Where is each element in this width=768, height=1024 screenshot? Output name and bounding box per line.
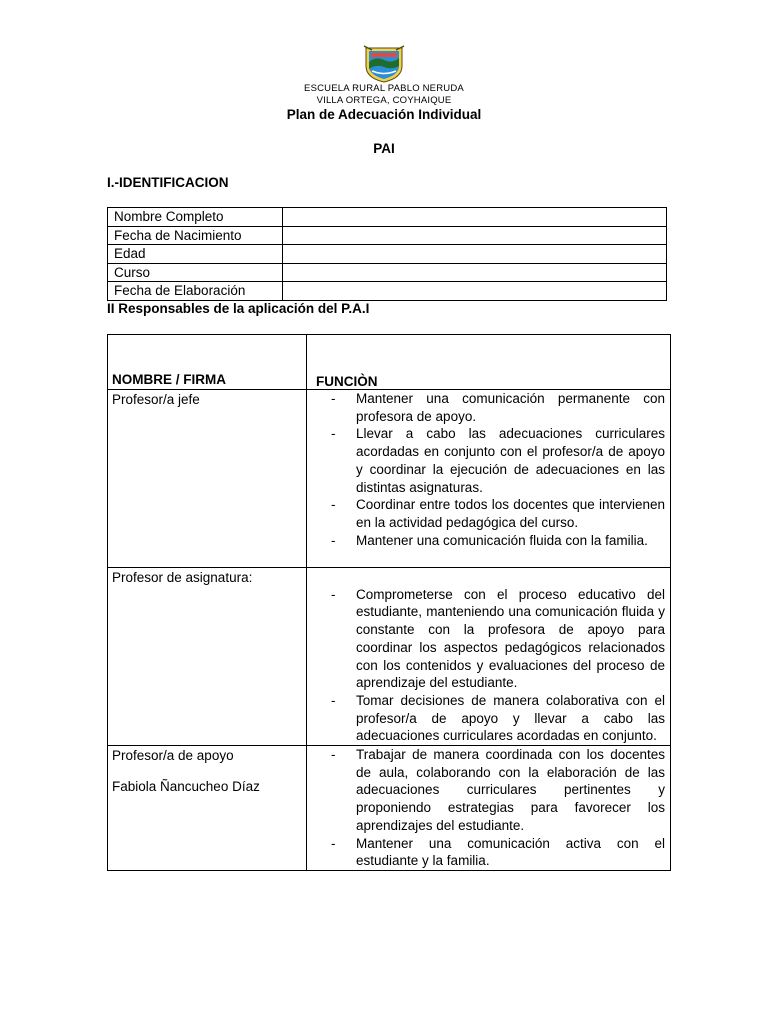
field-label: Nombre Completo <box>108 208 283 227</box>
field-value <box>283 245 667 264</box>
list-item: - Mantener una comunicación fluida con la familia. <box>331 532 665 550</box>
role-name: Profesor de asignatura: <box>108 568 307 746</box>
list-item: - Mantener una comunicación permanente con profesora de apoyo. <box>331 390 665 425</box>
field-label: Edad <box>108 245 283 264</box>
table-row <box>108 226 667 245</box>
table-row <box>108 390 671 568</box>
section-identificacion-heading: I.-IDENTIFICACION <box>107 175 229 190</box>
table-row <box>108 568 671 746</box>
table-row <box>108 245 667 264</box>
table-row <box>108 746 671 871</box>
document-subtitle: PAI <box>373 141 395 156</box>
responsables-table <box>107 334 671 871</box>
school-location: VILLA ORTEGA, COYHAIQUE <box>316 95 452 106</box>
role-functions <box>307 390 671 568</box>
field-label: Curso <box>108 263 283 282</box>
role-functions <box>307 746 671 871</box>
field-label: Fecha de Nacimiento <box>108 226 283 245</box>
list-item: - Coordinar entre todos los docentes que intervienen en la actividad pedagógica del curso. <box>331 496 665 531</box>
person-name: Fabiola Ñancucheo Díaz <box>112 779 260 795</box>
table-row <box>108 263 667 282</box>
list-item: - Tomar decisiones de manera colaborativa con el profesor/a de apoyo y llevar a cabo las adecuaciones curriculares acordadas en conjunto. <box>331 692 665 745</box>
list-item: - Comprometerse con el proceso educativo del estudiante, manteniendo una comunicación fluida y constante con la profesora de apoyo para coordinar los aspectos pedagógicos relacionados con los contenidos y evaluaciones del proceso de aprendizaje del estudiante. <box>331 586 665 692</box>
section-responsables-heading: II Responsables de la aplicación del P.A.I <box>107 301 370 316</box>
school-crest-icon <box>362 44 406 84</box>
field-value <box>283 226 667 245</box>
document-title: Plan de Adecuación Individual <box>286 107 482 122</box>
identification-table <box>107 207 667 301</box>
table-row <box>108 208 667 227</box>
list-item: - Mantener una comunicación activa con el estudiante y la familia. <box>331 835 665 870</box>
field-label: Fecha de Elaboración <box>108 282 283 301</box>
column-header-name: NOMBRE / FIRMA <box>108 335 307 390</box>
column-header-function: FUNCIÒN <box>307 335 671 390</box>
field-value <box>283 282 667 301</box>
list-item: - Llevar a cabo las adecuaciones curriculares acordadas en conjunto con el profesor/a de apoyo y coordinar la ejecución de adecuaciones en las distintas asignaturas. <box>331 425 665 496</box>
table-header-row <box>108 335 671 390</box>
field-value <box>283 208 667 227</box>
table-row <box>108 282 667 301</box>
role-functions <box>307 568 671 746</box>
school-name: ESCUELA RURAL PABLO NERUDA <box>304 83 464 94</box>
role-name-cell <box>108 746 307 871</box>
role-name: Profesor/a de apoyo <box>112 748 234 764</box>
role-name: Profesor/a jefe <box>108 390 307 568</box>
list-item: - Trabajar de manera coordinada con los docentes de aula, colaborando con la elaboración de las adecuaciones curriculares pertinentes y proponiendo estrategias para favorecer los aprendizajes del estudiante. <box>331 746 665 835</box>
field-value <box>283 263 667 282</box>
